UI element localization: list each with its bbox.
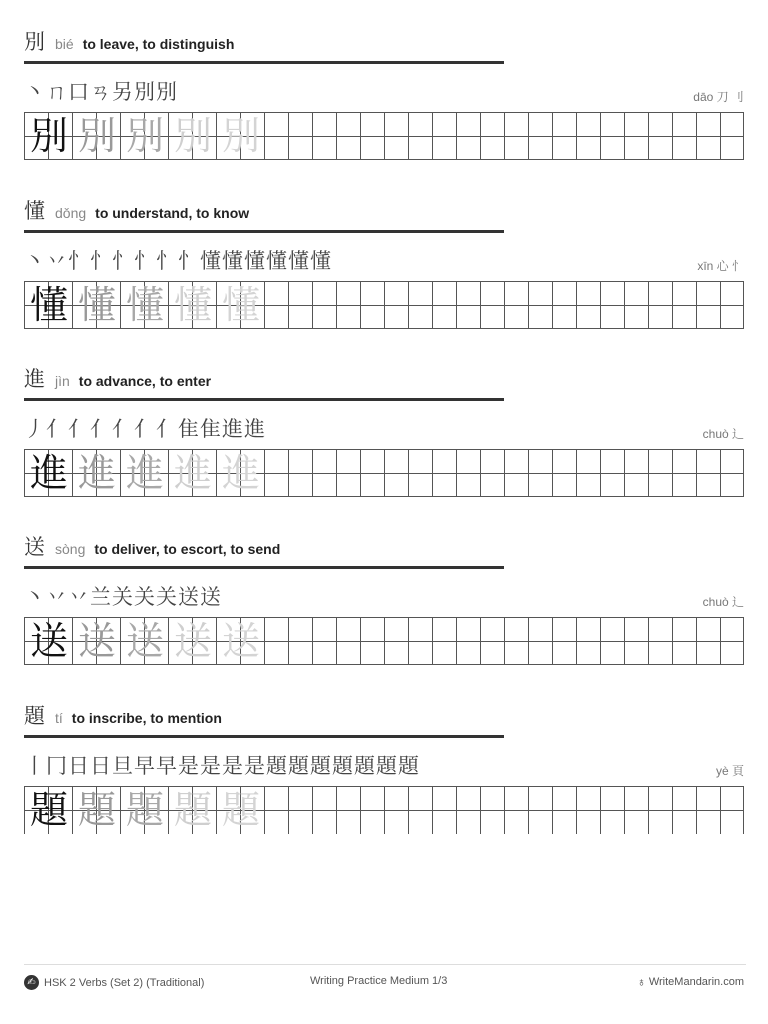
grid-line xyxy=(432,113,433,159)
stroke-step: 丶 xyxy=(24,249,45,273)
practice-grid xyxy=(24,786,744,834)
stroke-step: 懂 xyxy=(200,249,221,273)
grid-line xyxy=(672,618,673,664)
practice-glyph: 題 xyxy=(125,788,164,832)
grid-line xyxy=(504,618,505,664)
grid-line xyxy=(624,787,625,834)
pinyin: sòng xyxy=(55,541,86,557)
grid-line xyxy=(360,282,361,328)
stroke-step: 亻 xyxy=(90,417,111,441)
grid-line xyxy=(432,618,433,664)
stroke-order xyxy=(24,76,178,106)
grid-line xyxy=(720,450,721,496)
grid-line xyxy=(360,618,361,664)
practice-glyph: 題 xyxy=(173,788,212,832)
stroke-step: ㄇ xyxy=(46,80,67,104)
grid-line xyxy=(432,450,433,496)
grid-line xyxy=(312,618,313,664)
practice-glyph: 送 xyxy=(173,619,212,663)
stroke-step: 題 xyxy=(266,754,287,778)
stroke-step: 丷 xyxy=(46,249,67,273)
stroke-step: 進 xyxy=(244,417,265,441)
practice-glyph: 懂 xyxy=(173,283,212,327)
grid-line xyxy=(576,787,577,834)
grid-line xyxy=(696,450,697,496)
character-header xyxy=(24,531,280,561)
grid-line xyxy=(528,618,529,664)
grid-line xyxy=(504,787,505,834)
stroke-step: 忄 xyxy=(112,249,133,273)
grid-line xyxy=(528,113,529,159)
grid-line xyxy=(576,282,577,328)
grid-line xyxy=(480,113,481,159)
radical-label: chuò 辶 xyxy=(702,427,744,441)
stroke-step: 口 xyxy=(68,80,89,104)
stroke-order xyxy=(24,245,332,275)
grid-line xyxy=(480,618,481,664)
stroke-step: 是 xyxy=(200,754,221,778)
grid-line xyxy=(288,618,289,664)
grid-line xyxy=(504,282,505,328)
practice-glyph: 進 xyxy=(29,451,68,495)
grid-line xyxy=(696,282,697,328)
title-character: 進 xyxy=(24,367,45,391)
grid-line xyxy=(336,113,337,159)
stroke-step: 懂 xyxy=(266,249,287,273)
stroke-step: 忄 xyxy=(68,249,89,273)
radical-label: dāo 刀 刂 xyxy=(693,90,744,104)
grid-line xyxy=(696,787,697,834)
stroke-step: 亻 xyxy=(46,417,67,441)
grid-line xyxy=(456,450,457,496)
grid-line xyxy=(600,282,601,328)
practice-grid xyxy=(24,617,744,665)
grid-line xyxy=(552,113,553,159)
radical-label: yè 頁 xyxy=(715,764,744,778)
grid-line xyxy=(360,113,361,159)
grid-line xyxy=(432,282,433,328)
grid-line xyxy=(480,282,481,328)
practice-glyph: 送 xyxy=(77,619,116,663)
grid-line xyxy=(720,787,721,834)
practice-glyph: 別 xyxy=(125,114,164,158)
grid-line xyxy=(576,618,577,664)
grid-line xyxy=(648,113,649,159)
grid-line xyxy=(552,450,553,496)
practice-glyph: 懂 xyxy=(77,283,116,327)
stroke-step: 題 xyxy=(398,754,419,778)
stroke-step: 忄 xyxy=(90,249,111,273)
header-rule xyxy=(24,735,504,738)
stroke-step: 早 xyxy=(156,754,177,778)
grid-line xyxy=(600,787,601,834)
stroke-step: 別 xyxy=(156,80,177,104)
stroke-step: 日 xyxy=(90,754,111,778)
title-character: 懂 xyxy=(24,199,45,223)
grid-line xyxy=(384,282,385,328)
title-character: 別 xyxy=(24,30,45,54)
stroke-step: 关 xyxy=(156,585,177,609)
grid-line xyxy=(672,787,673,834)
character-header xyxy=(24,26,234,56)
practice-grid xyxy=(24,281,744,329)
stroke-step: 是 xyxy=(244,754,265,778)
stroke-step: ㄢ xyxy=(90,80,111,104)
stroke-step: 進 xyxy=(222,417,243,441)
header-rule xyxy=(24,566,504,569)
title-character: 題 xyxy=(24,704,45,728)
stroke-step: 另 xyxy=(112,80,133,104)
meaning: to deliver, to escort, to send xyxy=(94,541,281,557)
grid-line xyxy=(720,282,721,328)
stroke-step: 是 xyxy=(222,754,243,778)
grid-line xyxy=(480,450,481,496)
grid-line xyxy=(408,450,409,496)
grid-line xyxy=(408,113,409,159)
grid-line xyxy=(456,787,457,834)
stroke-step: 懂 xyxy=(244,249,265,273)
stroke-step: 丶 xyxy=(24,585,45,609)
meaning: to understand, to know xyxy=(95,205,250,221)
grid-line xyxy=(624,450,625,496)
grid-line xyxy=(528,450,529,496)
character-header xyxy=(24,700,222,730)
stroke-step: 忄 xyxy=(178,249,199,273)
stroke-step: 忄 xyxy=(134,249,155,273)
character-header xyxy=(24,195,249,225)
grid-line xyxy=(336,282,337,328)
stroke-step: 冂 xyxy=(46,754,67,778)
grid-line xyxy=(576,113,577,159)
header-rule xyxy=(24,61,504,64)
grid-line xyxy=(312,282,313,328)
meaning: to leave, to distinguish xyxy=(82,36,235,52)
stroke-step: 題 xyxy=(288,754,309,778)
pinyin: tí xyxy=(55,710,63,726)
footer-left-label: HSK 2 Verbs (Set 2) (Traditional) xyxy=(44,976,205,989)
grid-line xyxy=(360,450,361,496)
pinyin: dǒng xyxy=(55,205,87,221)
practice-glyph: 題 xyxy=(77,788,116,832)
grid-line xyxy=(288,450,289,496)
practice-glyph: 送 xyxy=(221,619,260,663)
stroke-step: 亻 xyxy=(134,417,155,441)
radical-label: chuò 辶 xyxy=(702,595,744,609)
stroke-step: 丷 xyxy=(68,585,89,609)
header-rule xyxy=(24,398,504,401)
practice-grid xyxy=(24,112,744,160)
pinyin: bié xyxy=(55,36,74,52)
stroke-order xyxy=(24,750,420,780)
brand-icon: ✍ xyxy=(24,975,39,990)
stroke-step: 旦 xyxy=(112,754,133,778)
practice-glyph: 別 xyxy=(221,114,260,158)
grid-line xyxy=(456,113,457,159)
stroke-step: 題 xyxy=(332,754,353,778)
practice-glyph: 進 xyxy=(173,451,212,495)
stroke-step: 亻 xyxy=(112,417,133,441)
practice-glyph: 送 xyxy=(125,619,164,663)
stroke-step: 題 xyxy=(354,754,375,778)
grid-line xyxy=(624,113,625,159)
stroke-step: 亻 xyxy=(68,417,89,441)
stroke-step: 日 xyxy=(68,754,89,778)
stroke-step: 題 xyxy=(376,754,397,778)
stroke-step: 丨 xyxy=(24,754,45,778)
stroke-step: 懂 xyxy=(310,249,331,273)
grid-line xyxy=(648,450,649,496)
practice-grid xyxy=(24,449,744,497)
pinyin: jìn xyxy=(55,373,70,389)
footer-right-label[interactable]: WriteMandarin.com xyxy=(648,976,744,988)
grid-line xyxy=(528,787,529,834)
grid-line xyxy=(312,113,313,159)
stroke-order xyxy=(24,581,222,611)
grid-line xyxy=(288,787,289,834)
practice-glyph: 懂 xyxy=(29,283,68,327)
grid-line xyxy=(336,450,337,496)
stroke-step: 懂 xyxy=(222,249,243,273)
grid-line xyxy=(504,113,505,159)
grid-line xyxy=(336,618,337,664)
grid-line xyxy=(504,450,505,496)
grid-line xyxy=(624,282,625,328)
grid-line xyxy=(384,787,385,834)
stroke-step: 送 xyxy=(178,585,199,609)
practice-glyph: 題 xyxy=(29,788,68,832)
grid-line xyxy=(552,282,553,328)
grid-line xyxy=(600,450,601,496)
grid-line xyxy=(600,113,601,159)
practice-glyph: 別 xyxy=(77,114,116,158)
stroke-step: 早 xyxy=(134,754,155,778)
grid-line xyxy=(408,618,409,664)
stroke-step: 忄 xyxy=(156,249,177,273)
grid-line xyxy=(648,787,649,834)
stroke-step: 隹 xyxy=(200,417,221,441)
footer-divider xyxy=(24,964,746,965)
stroke-step: 丿 xyxy=(24,417,45,441)
stroke-step: 題 xyxy=(310,754,331,778)
grid-line xyxy=(648,618,649,664)
stroke-step: 隹 xyxy=(178,417,199,441)
practice-glyph: 題 xyxy=(221,788,260,832)
grid-line xyxy=(576,450,577,496)
grid-line xyxy=(384,618,385,664)
practice-glyph: 送 xyxy=(29,619,68,663)
grid-line xyxy=(600,618,601,664)
practice-glyph: 進 xyxy=(125,451,164,495)
grid-line xyxy=(384,450,385,496)
footer-left xyxy=(24,975,204,990)
practice-glyph: 進 xyxy=(77,451,116,495)
grid-line xyxy=(408,282,409,328)
grid-line xyxy=(672,282,673,328)
grid-line xyxy=(432,787,433,834)
radical-label: xīn 心 忄 xyxy=(697,259,744,273)
grid-line xyxy=(552,787,553,834)
grid-line xyxy=(528,282,529,328)
grid-line xyxy=(312,787,313,834)
grid-line xyxy=(480,787,481,834)
grid-line xyxy=(288,113,289,159)
title-character: 送 xyxy=(24,535,45,559)
grid-line xyxy=(648,282,649,328)
footer-right[interactable] xyxy=(637,975,744,989)
stroke-step: 亻 xyxy=(156,417,177,441)
grid-line xyxy=(456,618,457,664)
stroke-step: 兰 xyxy=(90,585,111,609)
header-rule xyxy=(24,230,504,233)
meaning: to advance, to enter xyxy=(78,373,212,389)
grid-line xyxy=(696,113,697,159)
stroke-step: 丶 xyxy=(24,80,45,104)
stroke-order xyxy=(24,413,266,443)
grid-line xyxy=(360,787,361,834)
writemandarin-logo-icon: ♁ xyxy=(636,975,646,989)
grid-line xyxy=(456,282,457,328)
practice-glyph: 懂 xyxy=(221,283,260,327)
grid-line xyxy=(336,787,337,834)
meaning: to inscribe, to mention xyxy=(71,710,222,726)
grid-line xyxy=(696,618,697,664)
stroke-step: 丷 xyxy=(46,585,67,609)
grid-line xyxy=(624,618,625,664)
grid-line xyxy=(312,450,313,496)
character-header xyxy=(24,363,211,393)
stroke-step: 是 xyxy=(178,754,199,778)
grid-line xyxy=(288,282,289,328)
stroke-step: 关 xyxy=(112,585,133,609)
practice-glyph: 懂 xyxy=(125,283,164,327)
grid-line xyxy=(384,113,385,159)
practice-glyph: 別 xyxy=(173,114,212,158)
stroke-step: 懂 xyxy=(288,249,309,273)
stroke-step: 別 xyxy=(134,80,155,104)
practice-glyph: 別 xyxy=(29,114,68,158)
grid-line xyxy=(720,618,721,664)
grid-line xyxy=(552,618,553,664)
footer-center-label: Writing Practice Medium 1/3 xyxy=(310,975,448,987)
grid-line xyxy=(408,787,409,834)
stroke-step: 送 xyxy=(200,585,221,609)
stroke-step: 关 xyxy=(134,585,155,609)
grid-line xyxy=(672,450,673,496)
grid-line xyxy=(720,113,721,159)
grid-line xyxy=(672,113,673,159)
practice-glyph: 進 xyxy=(221,451,260,495)
